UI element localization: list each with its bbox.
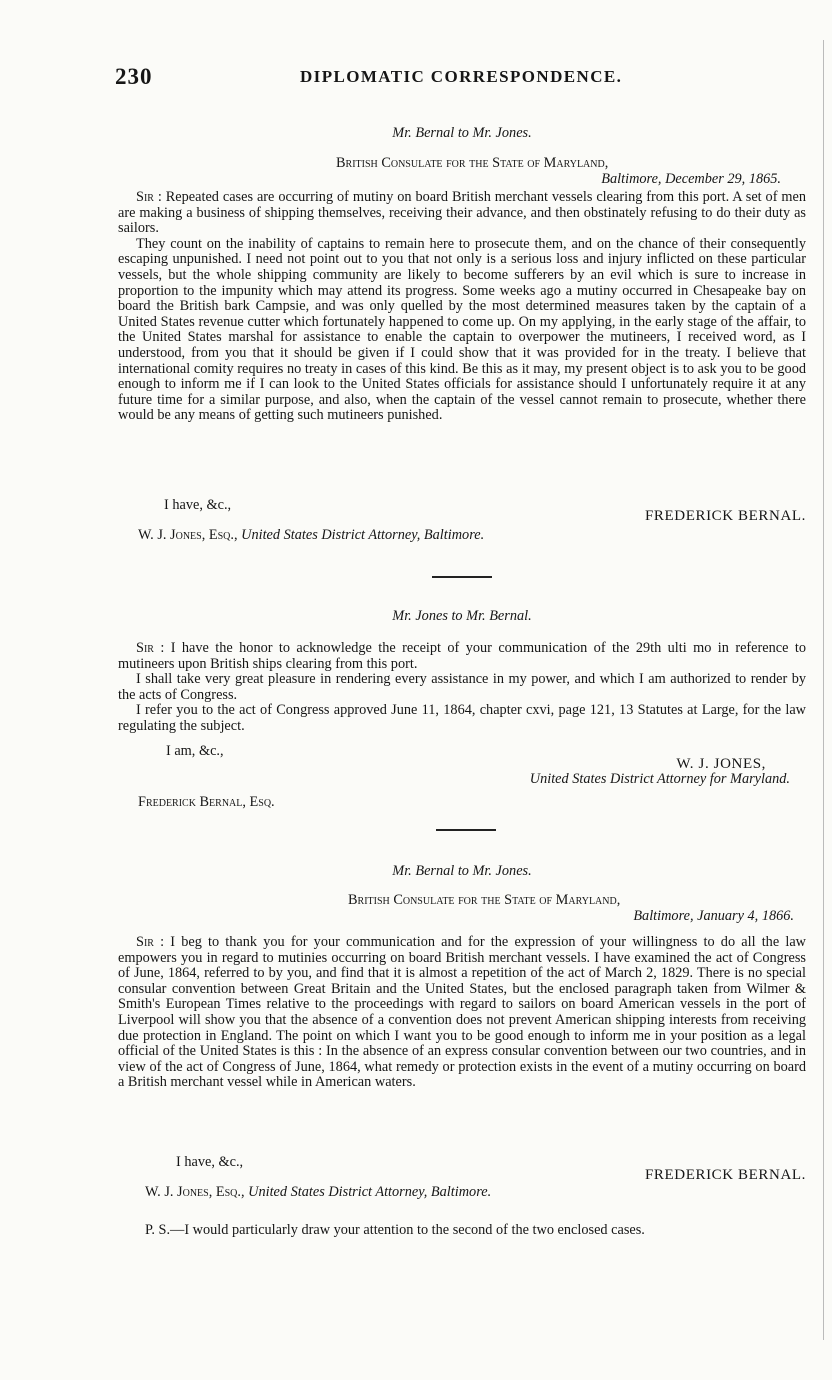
page-number: 230 [115, 64, 153, 89]
letter-3-addressee [145, 1185, 832, 1201]
letter-2-paragraph-1: I have the honor to acknowledge the receipt of your communication of the 29th ulti mo in reference to mutineers upon British ships clearing from this port. [118, 640, 806, 672]
letter-2-body [118, 641, 806, 735]
letter-1-place-date: Baltimore, December 29, 1865. [601, 170, 781, 187]
letter-3-addressee-name: W. J. Jones, Esq., [145, 1184, 245, 1200]
letter-1-closing [118, 498, 806, 524]
letter-3-body [118, 935, 806, 1091]
page-edge-line [823, 40, 824, 1340]
letter-1-paragraph-1: Repeated cases are occurring of mutiny on board British merchant vessels clearing from this port. A set of men are making a business of shipping themselves, receiving their advance, and then obstinately refusing to do their duty as sailors. [118, 189, 806, 237]
section-divider [436, 829, 496, 831]
letter-1-addressee [138, 528, 826, 544]
letter-1-body [118, 190, 806, 424]
letter-1-closing-text: I have, &c., [164, 497, 232, 513]
letter-3-heading: Mr. Bernal to Mr. Jones. [392, 863, 532, 879]
letter-2-closing [118, 744, 806, 788]
section-divider [432, 576, 492, 578]
letter-1-origin: British Consulate for the State of Maryland, [336, 155, 609, 171]
running-title: DIPLOMATIC CORRESPONDENCE. [300, 67, 623, 86]
letter-3-postscript: P. S.—I would particularly draw your attention to the second of the two enclosed cases. [145, 1222, 645, 1238]
letter-2-addressee-name: Frederick Bernal, Esq. [138, 794, 275, 810]
letter-1-dateline [118, 156, 806, 187]
letter-3-paragraph-1: I beg to thank you for your communication and for the expression of your willingness to do all the law empowers you in regard to mutinies occurring on board British merchant vessels. I have examined the act of Congress of June, 1864, referred to by you, and find that it is almost a repetition of the act of March 2, 1829. There is no special consular convention between Great Britain and the United States, but the enclosed paragraph taken from Wilmer & Smith's European Times relative to the proceedings with regard to sailors on board American vessels in the port of Liverpool will show you that the absence of a convention does not prevent American shipping interests from receiving due protection in England. The point on which I want you to be good enough to inform me in your position as a legal official of the United States is this : In the absence of an express consular convention between our two countries, and in view of the act of Congress of June, 1864, what remedy or protection exists in the event of a mutiny occurring on board a British merchant vessel while in American waters. [118, 934, 806, 1091]
letter-2-heading: Mr. Jones to Mr. Bernal. [392, 608, 532, 624]
letter-2-signature-title: United States District Attorney for Maryland. [529, 771, 790, 788]
letter-1-salutation: Sir : [136, 189, 162, 205]
letter-3-salutation: Sir : [136, 934, 165, 950]
letter-2-closing-text: I am, &c., [166, 743, 224, 759]
letter-3-dateline [118, 893, 806, 924]
letter-1-addressee-name: W. J. Jones, Esq., [138, 527, 238, 543]
letter-3-addressee-title: United States District Attorney, Baltimore. [248, 1184, 492, 1200]
letter-3-closing-text: I have, &c., [176, 1154, 244, 1170]
letter-3-closing [118, 1155, 806, 1183]
letter-1-signature: FREDERICK BERNAL. [644, 507, 806, 524]
letter-3-signature: FREDERICK BERNAL. [644, 1166, 806, 1183]
page-header [115, 64, 805, 94]
letter-3-place-date: Baltimore, January 4, 1866. [633, 907, 794, 924]
letter-2-paragraph-3: I refer you to the act of Congress approved June 11, 1864, chapter cxvi, page 121, 13 Statutes at Large, for the law regulating the subject. [118, 702, 806, 734]
letter-2-signature: W. J. JONES, [676, 755, 766, 772]
letter-3-origin: British Consulate for the State of Maryland, [348, 892, 621, 908]
letter-2-paragraph-2: I shall take very great pleasure in rendering every assistance in my power, and which I am authorized to render by the acts of Congress. [118, 671, 806, 703]
letter-1-paragraph-2: They count on the inability of captains to remain here to prosecute them, and on the chance of their consequently escaping unpunished. I need not point out to you that not only is a serious loss and injury inflicted on these particular vessels, but the whole shipping community are likely to become sufferers by an evil which is sure to increase in proportion to the impunity which may attend its progress. Some weeks ago a mutiny occurred in Chesapeake bay on board the British bark Campsie, and was only quelled by the most determined measures taken by the captain of a United States revenue cutter which fortunately happened to come up. On my applying, in the early stage of the affair, to the United States marshal for assistance to enable the captain to overpower the mutineers, I received word, as I understood, from you that it should be given if I could show that it was provided for in the treaty. I believe that international comity requires no treaty in cases of this kind. Be this as it may, my present object is to ask you to be good enough to inform me if I can look to the United States officials for assistance should I unfortunately require it at any future time for a similar purpose, and also, when the captain of the vessel cannot remain to prosecute, whether there would be any means of getting such mutineers punished. [118, 235, 806, 424]
letter-1-addressee-title: United States District Attorney, Baltimore. [241, 527, 485, 543]
letter-1-heading: Mr. Bernal to Mr. Jones. [392, 125, 532, 141]
letter-2-salutation: Sir : [136, 640, 165, 656]
